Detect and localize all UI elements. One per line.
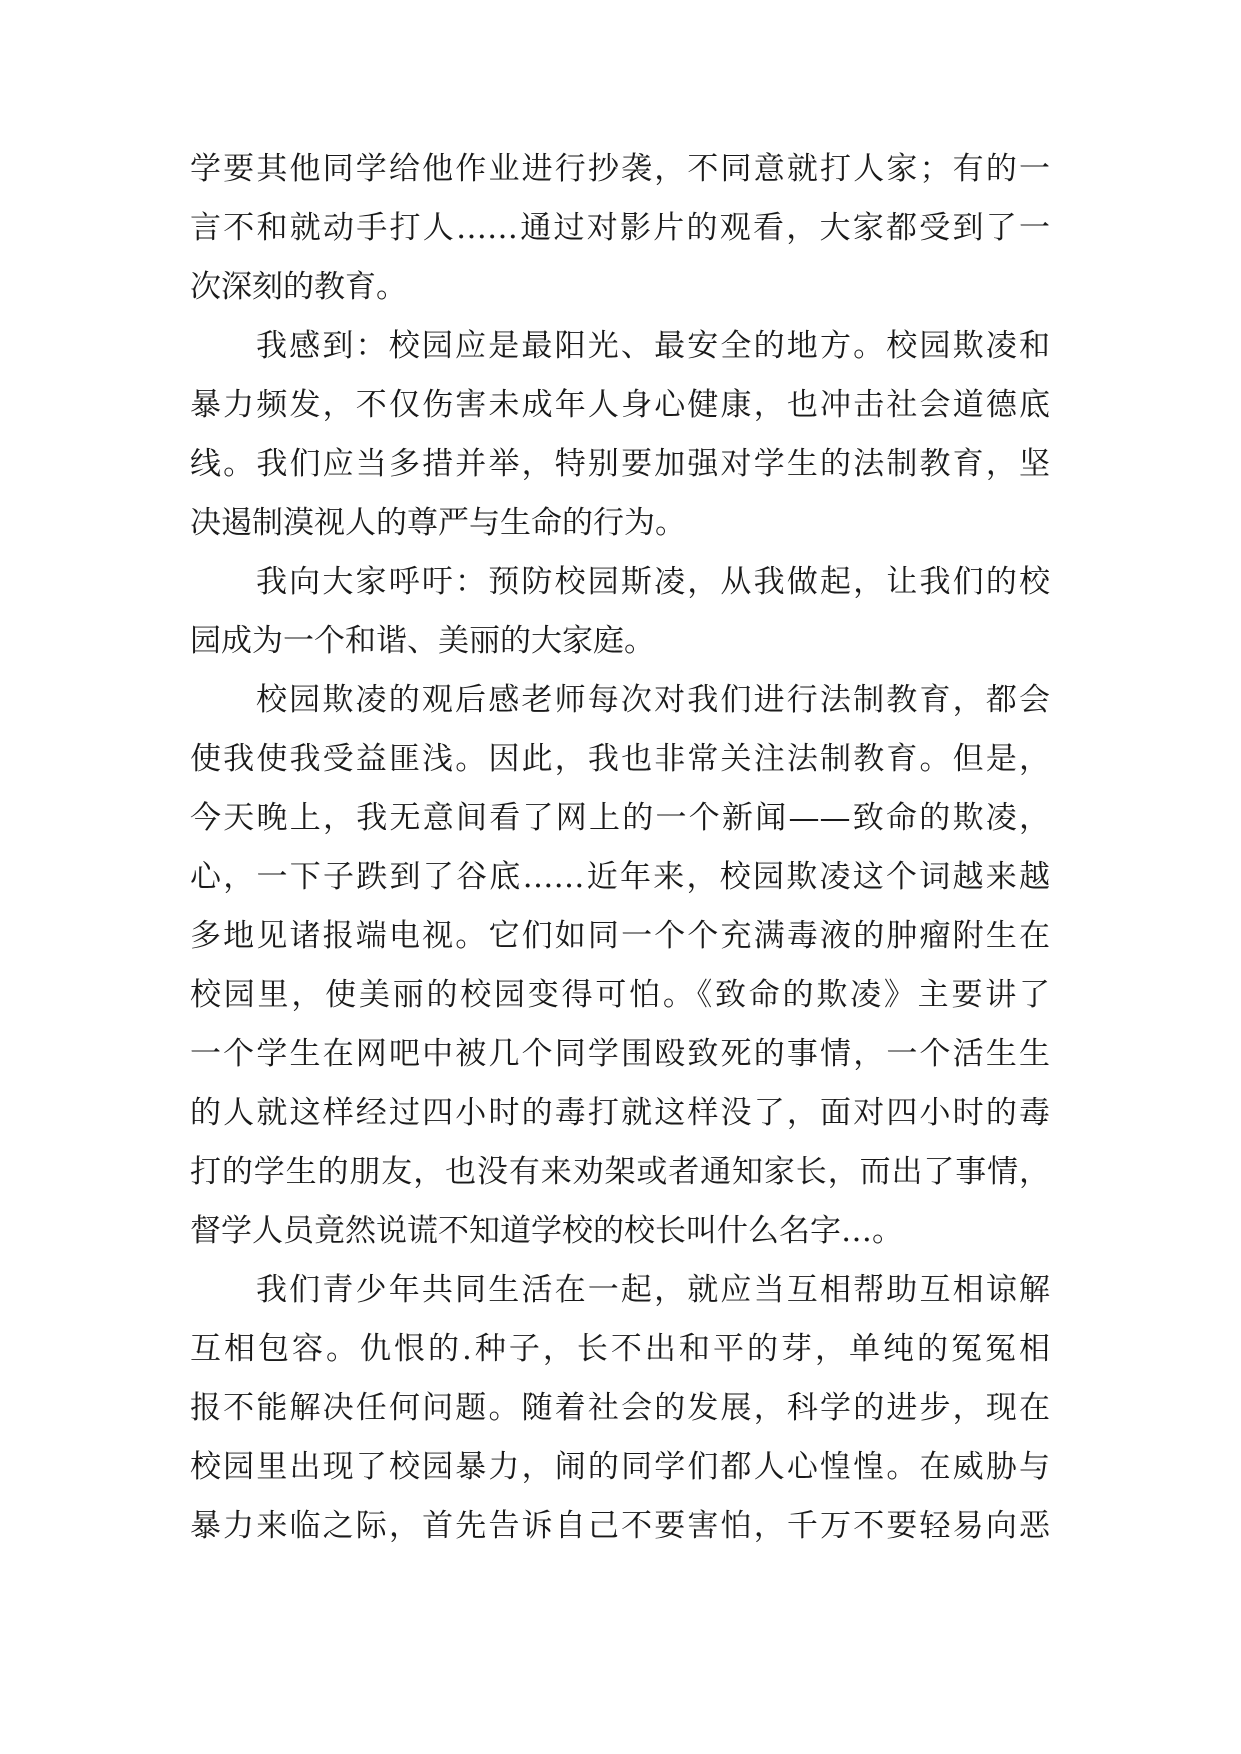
paragraph — [190, 317, 1050, 553]
body-text — [190, 140, 1050, 1556]
paragraph — [190, 553, 1050, 671]
text-line: 线。我们应当多措并举，特别要加强对学生的法制教育，坚 — [190, 446, 1050, 482]
text-line: 暴力来临之际，首先告诉自己不要害怕，千万不要轻易向恶 — [190, 1508, 1050, 1544]
text-line: 暴力频发，不仅伤害未成年人身心健康，也冲击社会道德底 — [190, 387, 1050, 423]
text-line: 督学人员竟然说谎不知道学校的校长叫什么名字…。 — [190, 1213, 903, 1249]
text-line: 校园里，使美丽的校园变得可怕。《致命的欺凌》主要讲了 — [190, 977, 1050, 1013]
text-line: 的人就这样经过四小时的毒打就这样没了，面对四小时的毒 — [190, 1095, 1050, 1131]
paragraph — [190, 1261, 1050, 1556]
text-line: 学要其他同学给他作业进行抄袭，不同意就打人家；有的一 — [190, 151, 1050, 187]
text-line: 报不能解决任何问题。随着社会的发展，科学的进步，现在 — [190, 1390, 1050, 1426]
text-line: 我感到：校园应是最阳光、最安全的地方。校园欺凌和 — [256, 328, 1050, 364]
text-line: 今天晚上，我无意间看了网上的一个新闻——致命的欺凌， — [190, 800, 1050, 836]
text-line: 打的学生的朋友，也没有来劝架或者通知家长，而出了事情， — [190, 1154, 1050, 1190]
text-line: 一个学生在网吧中被几个同学围殴致死的事情，一个活生生 — [190, 1036, 1050, 1072]
text-line: 我向大家呼吁：预防校园斯凌，从我做起，让我们的校 — [256, 564, 1050, 600]
text-line: 互相包容。仇恨的.种子，长不出和平的芽，单纯的冤冤相 — [190, 1331, 1050, 1367]
text-line: 校园里出现了校园暴力，闹的同学们都人心惶惶。在威胁与 — [190, 1449, 1050, 1485]
text-line: 校园欺凌的观后感老师每次对我们进行法制教育，都会 — [256, 682, 1050, 718]
text-line: 我们青少年共同生活在一起，就应当互相帮助互相谅解 — [256, 1272, 1050, 1308]
text-line: 心，一下子跌到了谷底……近年来，校园欺凌这个词越来越 — [190, 859, 1050, 895]
text-line: 次深刻的教育。 — [190, 269, 407, 305]
text-line: 言不和就动手打人……通过对影片的观看，大家都受到了一 — [190, 210, 1050, 246]
text-line: 园成为一个和谐、美丽的大家庭。 — [190, 623, 655, 659]
paragraph — [190, 671, 1050, 1261]
text-line: 多地见诸报端电视。它们如同一个个充满毒液的肿瘤附生在 — [190, 918, 1050, 954]
text-line: 使我使我受益匪浅。因此，我也非常关注法制教育。但是， — [190, 741, 1050, 777]
text-line: 决遏制漠视人的尊严与生命的行为。 — [190, 505, 686, 541]
paragraph — [190, 140, 1050, 317]
